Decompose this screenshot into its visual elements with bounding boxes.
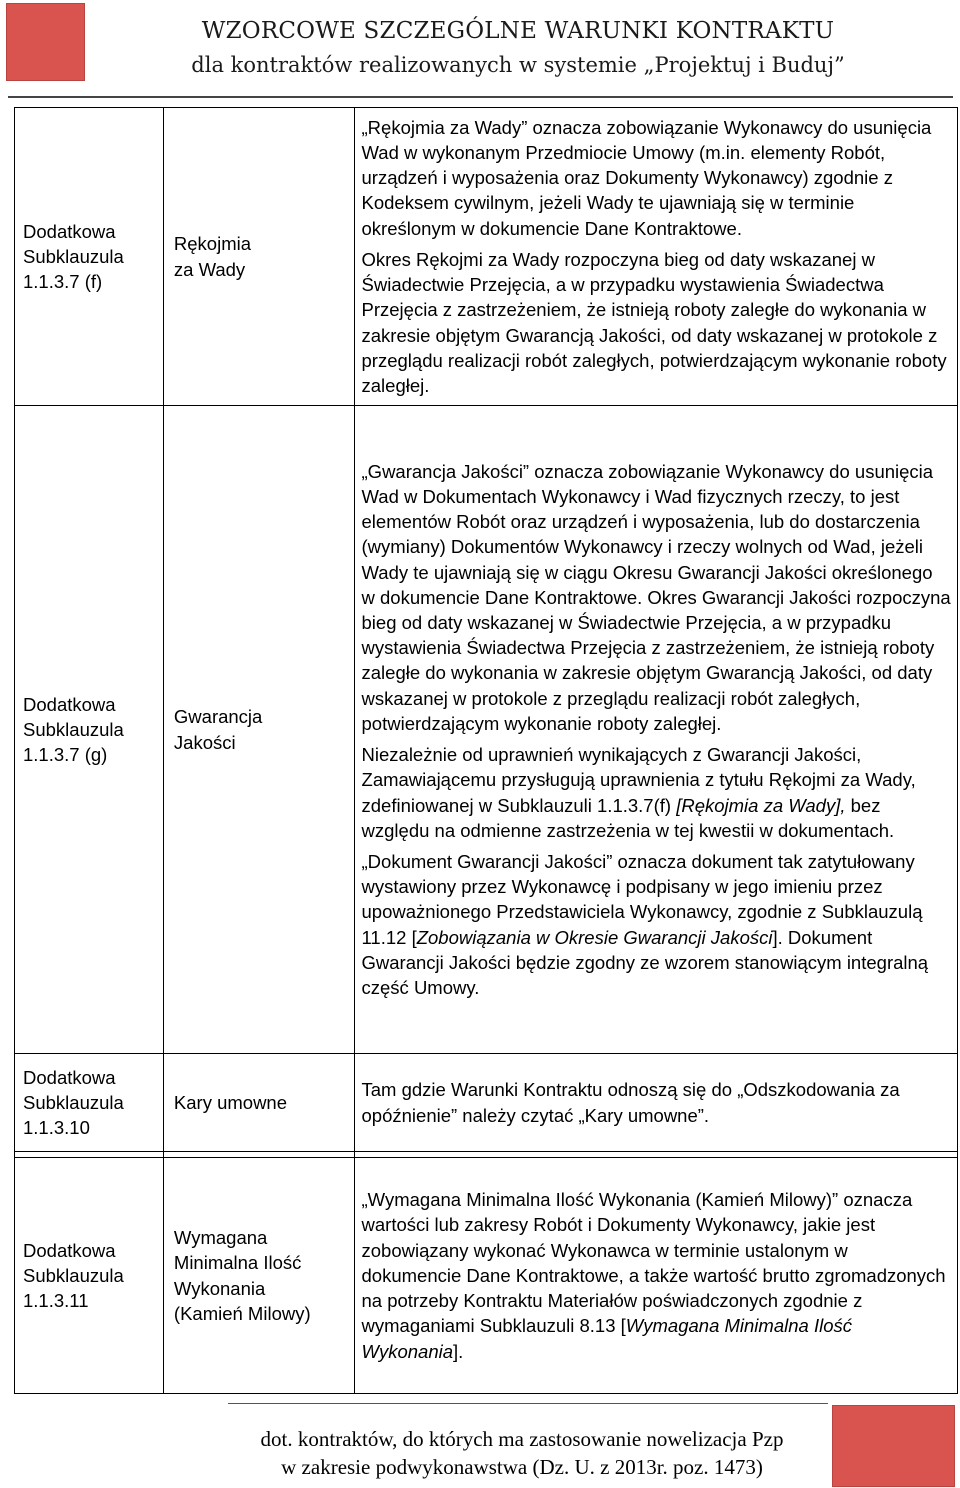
clause-label: Subklauzula <box>23 718 124 740</box>
definition-text: ]. <box>453 1340 464 1362</box>
term-text: Wykonania <box>173 1277 266 1299</box>
clause-label: Dodatkowa <box>23 693 116 715</box>
definition-paragraph: „Gwarancja Jakości” oznacza zobowiązanie Wykonawcy do usunięcia Wad w Dokumentach Wykonawcy i Wad fizycznych rzeczy, to jest elementów Robót oraz urządzeń i wyposażenia, lub do dostarczenia (wymiany) Dokumentów Wykonawcy i rzeczy wolnych od Wad, jeżeli Wady te ujawniają się w ciągu Okresu Gwarancji Jakości określonego w dokumencie Dane Kontraktowe. Okres Gwarancji Jakości rozpoczyna bieg od daty wskazanej w Świadectwie Przejęcia, a w przypadku wystawienia Świadectwa Przejęcia z zastrzeżeniem, że istnieją roboty zaległe do wykonania w zakresie objętym Gwarancją Jakości, od daty wskazanej w protokole z przeglądu realizacji robót zaległych, potwierdzającym wykonanie roboty zaległej. <box>361 460 951 734</box>
definition-paragraph: Okres Rękojmi za Wady rozpoczyna bieg od daty wskazanej w Świadectwie Przejęcia, a w przypadku wystawienia Świadectwa Przejęcia z zastrzeżeniem, że istnieją roboty zaległe do wykonania w zakresie objętym Gwarancją Jakości, od daty wskazanej w protokole z przeglądu realizacji robót zaległych, potwierdzającym wykonanie roboty zaległej. <box>361 248 947 396</box>
corner-decoration-top <box>6 3 85 81</box>
clause-label: Subklauzula <box>23 1264 124 1286</box>
term-text: Rękojmia <box>173 233 252 255</box>
term-text: (Kamień Milowy) <box>173 1302 311 1324</box>
clause-number: 1.1.3.11 <box>23 1290 89 1312</box>
definition-text: bez względu na odmienne zastrzeżenia w tej kwestii w dokumentach. <box>361 794 895 841</box>
definition-text: Niezależnie od uprawnień wynikających z Gwarancji Jakości, Zamawiającemu przysługują uprawnienia z tytułu Rękojmi za Wady, zdefiniowanej w Subklauzuli 1.1.3.7(f) <box>361 744 916 816</box>
clause-reference: [Rękojmia za Wady], <box>676 794 846 816</box>
term-cell <box>163 1158 354 1394</box>
corner-decoration-bottom <box>832 1405 955 1487</box>
clause-number-cell <box>15 108 164 406</box>
definition-paragraph <box>362 1187 951 1363</box>
term-text: Kary umowne <box>173 1091 288 1113</box>
table-row <box>15 108 958 406</box>
definition-paragraph: Tam gdzie Warunki Kontraktu odnoszą się do „Odszkodowania za opóźnienie” należy czytać „Kary umowne”. <box>361 1079 900 1126</box>
page-footer <box>212 1425 832 1481</box>
term-text: za Wady <box>173 258 246 280</box>
table-row <box>15 1158 958 1394</box>
footer-line: dot. kontraktów, do których ma zastosowanie nowelizacja Pzp <box>260 1427 784 1451</box>
table-row <box>15 406 958 1054</box>
term-cell <box>163 406 354 1054</box>
clause-label: Dodatkowa <box>23 1239 116 1261</box>
definition-text: „Dokument Gwarancji Jakości” oznacza dokument tak zatytułowany wystawiony przez Wykonawcę i podpisany w jego imieniu przez upoważnionego Przedstawiciela Wykonawcy, zgodnie z Subklauzulą 11.12 [ <box>361 850 923 948</box>
header-title: WZORCOWE SZCZEGÓLNE WARUNKI KONTRAKTU <box>201 18 835 44</box>
footer-divider <box>228 1403 828 1404</box>
clause-number-cell <box>15 1054 164 1152</box>
clause-label: Dodatkowa <box>23 1066 116 1088</box>
term-cell <box>163 1054 354 1152</box>
definition-paragraph: „Rękojmia za Wady” oznacza zobowiązanie Wykonawcy do usunięcia Wad w wykonanym Przedmiocie Umowy (m.in. elementy Robót, urządzeń i wyposażenia oraz Dokumenty Wykonawcy) zgodnie z Kodeksem cywilnym, jeżeli Wady te ujawniają się w terminie określonym w dokumencie Dane Kontraktowe. <box>361 116 932 239</box>
clause-reference: Wymagana Minimalna Ilość Wykonania <box>361 1315 852 1362</box>
clause-label: Subklauzula <box>23 245 124 267</box>
term-text: Gwarancja <box>173 706 263 728</box>
page-header <box>120 14 916 82</box>
term-text: Jakości <box>173 731 236 753</box>
clause-label: Subklauzula <box>23 1091 124 1113</box>
definition-text: ]. Dokument Gwarancji Jakości będzie zgodny ze wzorem stanowiącym integralną część Umowy. <box>361 926 929 998</box>
term-text: Minimalna Ilość <box>173 1252 302 1274</box>
definition-paragraph <box>362 742 951 843</box>
footer-line: w zakresie podwykonawstwa (Dz. U. z 2013r. poz. 1473) <box>281 1455 763 1479</box>
clause-number: 1.1.3.10 <box>23 1117 90 1139</box>
definition-cell <box>354 1054 957 1152</box>
header-subtitle: dla kontraktów realizowanych w systemie „Projektuj i Buduj” <box>191 53 845 77</box>
definition-cell <box>354 108 957 406</box>
clause-number: 1.1.3.7 (g) <box>23 744 108 766</box>
clauses-table <box>14 107 958 1394</box>
definition-paragraph <box>362 849 951 1000</box>
term-cell <box>163 108 354 406</box>
clause-number-cell <box>15 1158 164 1394</box>
header-divider <box>8 96 953 98</box>
clause-number-cell <box>15 406 164 1054</box>
clause-label: Dodatkowa <box>23 220 116 242</box>
definition-cell <box>354 406 957 1054</box>
clause-number: 1.1.3.7 (f) <box>23 271 103 293</box>
clause-reference: Zobowiązania w Okresie Gwarancji Jakości <box>416 926 773 948</box>
definition-text: „Wymagana Minimalna Ilość Wykonania (Kamień Milowy)” oznacza wartości lub zakresy Robót i Dokumenty Wykonawcy, jakie jest zobowiązany wykonać Wykonawca w terminie ustalonym w dokumencie Dane Kontraktowe, a także wartość brutto zgromadzonych na potrzeby Kontraktu Materiałów poświadczonych zgodnie z wymaganiami Subklauzuli 8.13 [ <box>361 1189 946 1337</box>
definition-cell <box>354 1158 957 1394</box>
table-row <box>15 1054 958 1152</box>
term-text: Wymagana <box>173 1227 268 1249</box>
